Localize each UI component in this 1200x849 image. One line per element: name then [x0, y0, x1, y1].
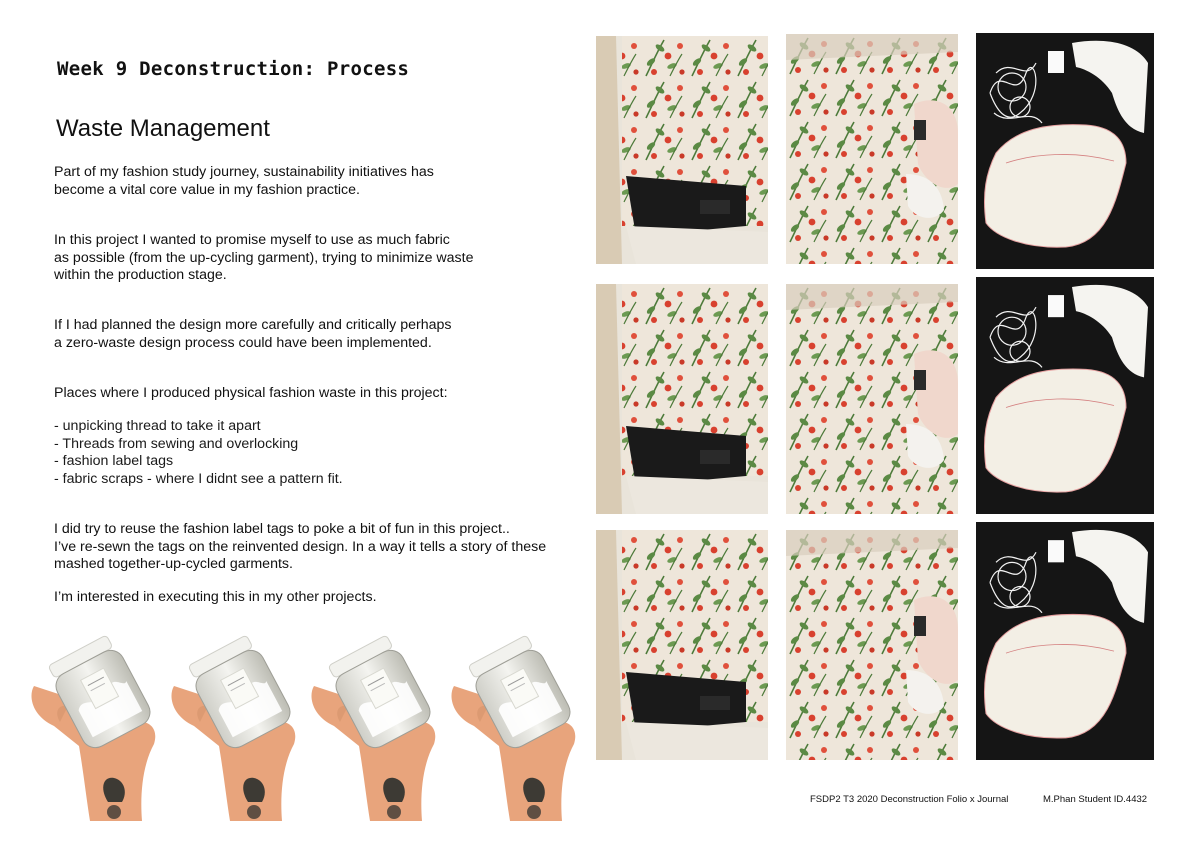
week-title: Week 9 Deconstruction: Process: [57, 58, 410, 80]
footer-course: FSDP2 T3 2020 Deconstruction Folio x Journal: [810, 794, 1009, 805]
waste-item: - fashion label tags: [54, 453, 174, 469]
fabric-scraps-photo: [976, 522, 1154, 760]
waste-item: - fabric scraps - where I didnt see a pattern fit.: [54, 470, 343, 487]
fabric-scraps-photo: [976, 277, 1154, 514]
interest-paragraph: I’m interested in executing this in my other projects.: [54, 589, 377, 605]
waste-item: - unpicking thread to take it apart: [54, 418, 261, 434]
jar-photo: [444, 626, 579, 821]
jar-photo: [24, 626, 159, 821]
footer-student-id: M.Phan Student ID.4432: [1043, 794, 1148, 805]
waste-list: [54, 418, 343, 488]
garment-pocket-photo: [596, 284, 768, 514]
hood-profile-photo: [786, 34, 958, 264]
places-intro: Places where I produced physical fashion waste in this project:: [54, 385, 448, 401]
garment-pocket-photo: [596, 530, 768, 760]
waste-item: - Threads from sewing and overlocking: [54, 435, 299, 452]
intro-paragraph: Part of my fashion study journey, sustainability initiatives has become a vital core value in my fashion practice.: [54, 164, 434, 198]
promise-paragraph: In this project I wanted to promise myself to use as much fabric as possible (from the up-cycling garment), trying to minimize waste within the production stage.: [54, 232, 474, 283]
jar-photo: [304, 626, 439, 821]
hood-profile-photo: [786, 530, 958, 760]
fabric-scraps-photo: [976, 33, 1154, 269]
jar-photo: [164, 626, 299, 821]
reuse-paragraph: I did try to reuse the fashion label tags to poke a bit of fun in this project.. I’ve re-sewn the tags on the reinvented design. In a way it tells a story of these mashed together-up-cycled garments.: [54, 521, 547, 572]
hood-profile-photo: [786, 284, 958, 514]
section-heading: Waste Management: [56, 115, 270, 142]
garment-pocket-photo: [596, 36, 768, 264]
zero-waste-paragraph: If I had planned the design more carefully and critically perhaps a zero-waste design process could have been implemented.: [54, 317, 452, 351]
